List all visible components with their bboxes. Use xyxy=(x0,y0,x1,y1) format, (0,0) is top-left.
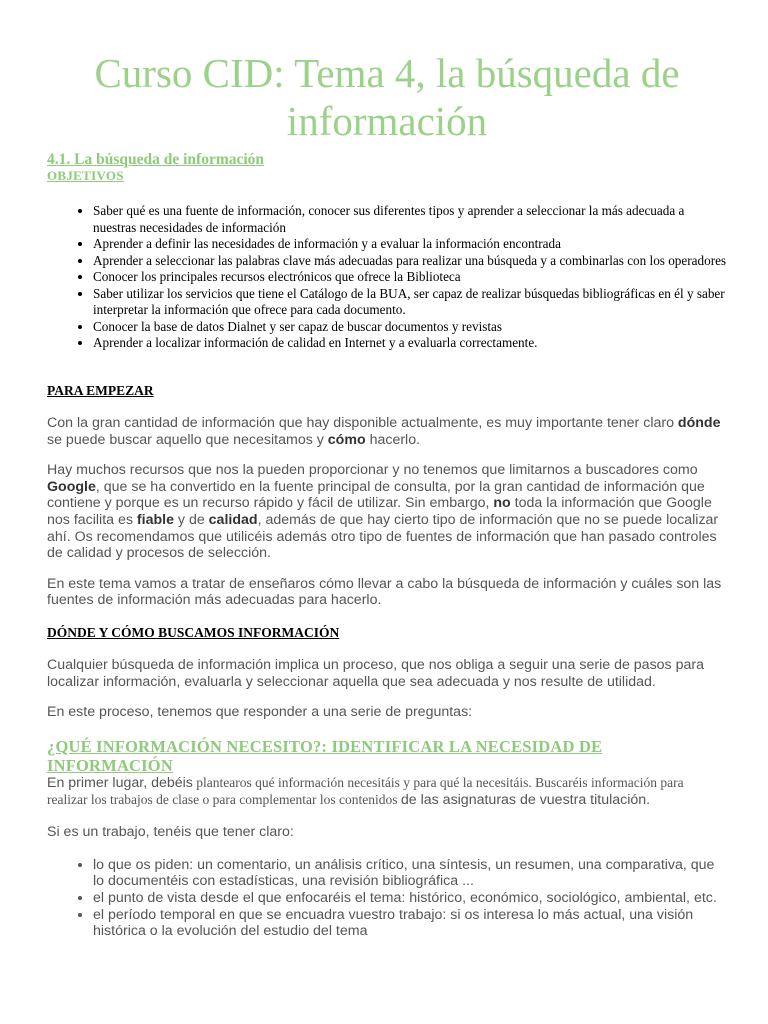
text-run: plantearos qué información necesitáis y para qué la necesitáis. Buscaréis información para realizar los trabajos de clase o para complementar los contenidos xyxy=(47,775,684,807)
section-heading: 4.1. La búsqueda de información xyxy=(47,151,265,168)
bold-text: cómo xyxy=(327,431,366,448)
text-run: , que se ha convertido en la fuente principal de consulta, por la gran cantidad de información que contiene y porque es un recurso rápido y fácil de utilizar. Sin embargo, xyxy=(47,478,705,512)
objectives-label: OBJETIVOS xyxy=(47,168,124,183)
bold-text: calidad xyxy=(208,511,258,528)
paragraph xyxy=(47,462,727,562)
objectives-list xyxy=(47,203,727,352)
document-page xyxy=(47,0,727,940)
bold-text: fiable xyxy=(136,511,174,528)
text-run: hacerlo. xyxy=(365,431,421,448)
bold-text: Google xyxy=(47,478,96,495)
trabajo-list xyxy=(47,857,727,940)
list-item: • Saber qué es una fuente de información, conocer sus diferentes tipos y aprender a seleccionar la más adecuada a nuestras necesidades de información xyxy=(93,203,727,236)
donde-heading: DÓNDE Y CÓMO BUSCAMOS INFORMACIÓN xyxy=(47,625,340,640)
list-item: • Saber utilizar los servicios que tiene el Catálogo de la BUA, ser capaz de realizar búsquedas bibliográficas en él y saber interpretar la información que ofrece para cada documento. xyxy=(93,286,727,319)
list-item: • Aprender a localizar información de calidad en Internet y a evaluarla correctamente. xyxy=(93,335,727,352)
paragraph: Cualquier búsqueda de información implica un proceso, que nos obliga a seguir una serie de pasos para localizar información, evaluarla y seleccionar aquella que sea adecuada y nos resulte de utilidad. xyxy=(47,657,704,690)
page-title: Curso CID: Tema 4, la búsqueda de información xyxy=(94,50,680,144)
list-item: • Conocer los principales recursos electrónicos que ofrece la Biblioteca xyxy=(93,269,727,286)
paragraph xyxy=(47,775,727,808)
que-info-heading: ¿QUÉ INFORMACIÓN NECESITO?: IDENTIFICAR LA NECESIDAD DE INFORMACIÓN xyxy=(47,737,603,775)
text-run: Con la gran cantidad de información que hay disponible actualmente, es muy importante tener claro xyxy=(47,415,678,431)
paragraph: En este proceso, tenemos que responder a una serie de preguntas: xyxy=(47,704,473,721)
text-run: de las asignaturas de vuestra titulación. xyxy=(400,791,651,808)
text-run: toda la información que Google nos facilita es xyxy=(47,495,712,528)
que-info-section xyxy=(47,737,727,940)
bold-text: dónde xyxy=(677,415,721,431)
paragraph: En este tema vamos a tratar de enseñaros cómo llevar a cabo la búsqueda de información y cuáles son las fuentes de información más adecuadas para hacerlo. xyxy=(47,575,722,609)
list-item: • el punto de vista desde el que enfocaréis el tema: histórico, económico, sociológico, ambiental, etc. xyxy=(93,890,727,907)
bold-text: no xyxy=(493,495,511,512)
text-run: Hay muchos recursos que nos la pueden proporcionar y no tenemos que limitarnos a buscadores como xyxy=(47,462,698,479)
text-run: y de xyxy=(173,511,209,528)
text-run: , además de que hay cierto tipo de información que no se puede localizar ahí. Os recomendamos que utilicéis además otro tipo de fuentes de información que han pasado controles de calidad y procesos de selección. xyxy=(47,511,719,562)
text-run: En primer lugar, debéis xyxy=(47,775,193,791)
list-item: • lo que os piden: un comentario, un análisis crítico, una síntesis, un resumen, una comparativa, que lo documentéis con estadísticas, una revisión bibliográfica ... xyxy=(93,857,727,890)
para-empezar-heading: PARA EMPEZAR xyxy=(47,383,154,398)
para-empezar-section xyxy=(47,382,727,609)
list-item: • Conocer la base de datos Dialnet y ser capaz de buscar documentos y revistas xyxy=(93,319,727,336)
donde-section xyxy=(47,624,727,721)
paragraph: Si es un trabajo, tenéis que tener claro: xyxy=(47,824,294,841)
list-item: • el período temporal en que se encuadra vuestro trabajo: si os interesa lo más actual, una visión histórica o la evolución del estudio del tema xyxy=(93,907,727,940)
list-item: • Aprender a definir las necesidades de información y a evaluar la información encontrada xyxy=(93,236,727,253)
list-item: • Aprender a seleccionar las palabras clave más adecuadas para realizar una búsqueda y a combinarlas con los operadores xyxy=(93,253,727,270)
text-run: se puede buscar aquello que necesitamos y xyxy=(47,431,328,448)
paragraph xyxy=(47,415,727,448)
